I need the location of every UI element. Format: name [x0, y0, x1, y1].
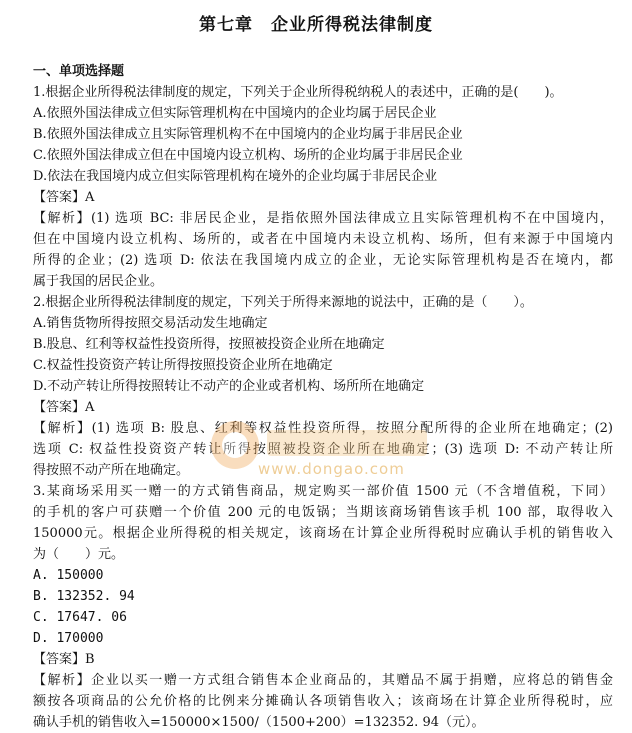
q2-explanation-line: 【解析】(1) 选项 B: 股息、红利等权益性投资所得，按照分配所得的企业所在地确定；(2) [33, 421, 613, 436]
q1-option-d: D.依法在我国境内成立但实际管理机构在境外的企业均属于非居民企业 [33, 169, 438, 184]
q1-explanation-line: 属于我国的居民企业。 [33, 274, 164, 289]
q3-stem-line: 为（ ）元。 [33, 547, 125, 562]
q2-explanation-line: 得按照不动产所在地确定。 [33, 463, 190, 478]
q3-stem-line: 的手机的客户可获赠一个价值 200 元的电饭锅；当期该商场销售该手机 100 部，取得收入 [33, 505, 613, 520]
q1-stem: 1.根据企业所得税法律制度的规定，下列关于企业所得税纳税人的表述中，正确的是( )。 [33, 85, 563, 100]
q3-explanation-line: 额按各项商品的公允价格的比例来分摊确认各项销售收入；该商场在计算企业所得税时，应 [33, 694, 613, 709]
section-heading: 一、单项选择题 [33, 64, 125, 79]
q3-option-c: C. 17647. 06 [33, 610, 127, 625]
q3-option-d: D. 170000 [33, 631, 104, 646]
q2-answer: 【答案】A [33, 400, 95, 415]
q2-stem: 2.根据企业所得税法律制度的规定，下列关于所得来源地的说法中，正确的是（ ）。 [33, 295, 533, 310]
q1-answer: 【答案】A [33, 190, 95, 205]
q3-option-b: B. 132352. 94 [33, 589, 135, 604]
q3-answer: 【答案】B [33, 652, 95, 667]
document-body [33, 82, 613, 733]
q1-explanation-line: 【解析】(1) 选项 BC: 非居民企业，是指依照外国法律成立且实际管理机构不在中国境内， [33, 211, 613, 226]
q3-stem-line: 3.某商场采用买一赠一的方式销售商品，规定购买一部价值 1500 元（不含增值税，下同） [33, 484, 613, 499]
q3-option-a: A. 150000 [33, 568, 104, 583]
q3-explanation-line: 确认手机的销售收入=150000×1500/（1500+200）=132352. 94（元）。 [33, 715, 485, 730]
q1-explanation-line: 但在中国境内设立机构、场所的，或者在中国境内未设立机构、场所，但有来源于中国境内 [33, 232, 613, 247]
q1-option-b: B.依照外国法律成立且实际管理机构不在中国境内的企业均属于非居民企业 [33, 127, 463, 142]
q1-explanation-line: 所得的企业；(2) 选项 D: 依法在我国境内成立的企业，无论实际管理机构是否在境内，都 [33, 253, 613, 268]
q1-option-a: A.依照外国法律成立但实际管理机构在中国境内的企业均属于居民企业 [33, 106, 437, 121]
q2-option-a: A.销售货物所得按照交易活动发生地确定 [33, 316, 268, 331]
q2-option-d: D.不动产转让所得按照转让不动产的企业或者机构、场所所在地确定 [33, 379, 425, 394]
q3-stem-line: 150000元。根据企业所得税的相关规定，该商场在计算企业所得税时应确认手机的销售收入 [33, 526, 613, 541]
q2-explanation-line: 选项 C: 权益性投资资产转让所得按照被投资企业所在地确定；(3) 选项 D: 不动产转让所 [33, 442, 613, 457]
q2-option-b: B.股息、红利等权益性投资所得，按照被投资企业所在地确定 [33, 337, 385, 352]
q3-explanation-line: 【解析】企业以买一赠一方式组合销售本企业商品的，其赠品不属于捐赠，应将总的销售金 [33, 673, 613, 688]
chapter-title: 第七章 企业所得税法律制度 [199, 15, 433, 35]
q2-option-c: C.权益性投资资产转让所得按照投资企业所在地确定 [33, 358, 333, 373]
watermark-url: www.dongao.com [258, 460, 405, 478]
q1-option-c: C.依照外国法律成立但在中国境内设立机构、场所的企业均属于非居民企业 [33, 148, 463, 163]
